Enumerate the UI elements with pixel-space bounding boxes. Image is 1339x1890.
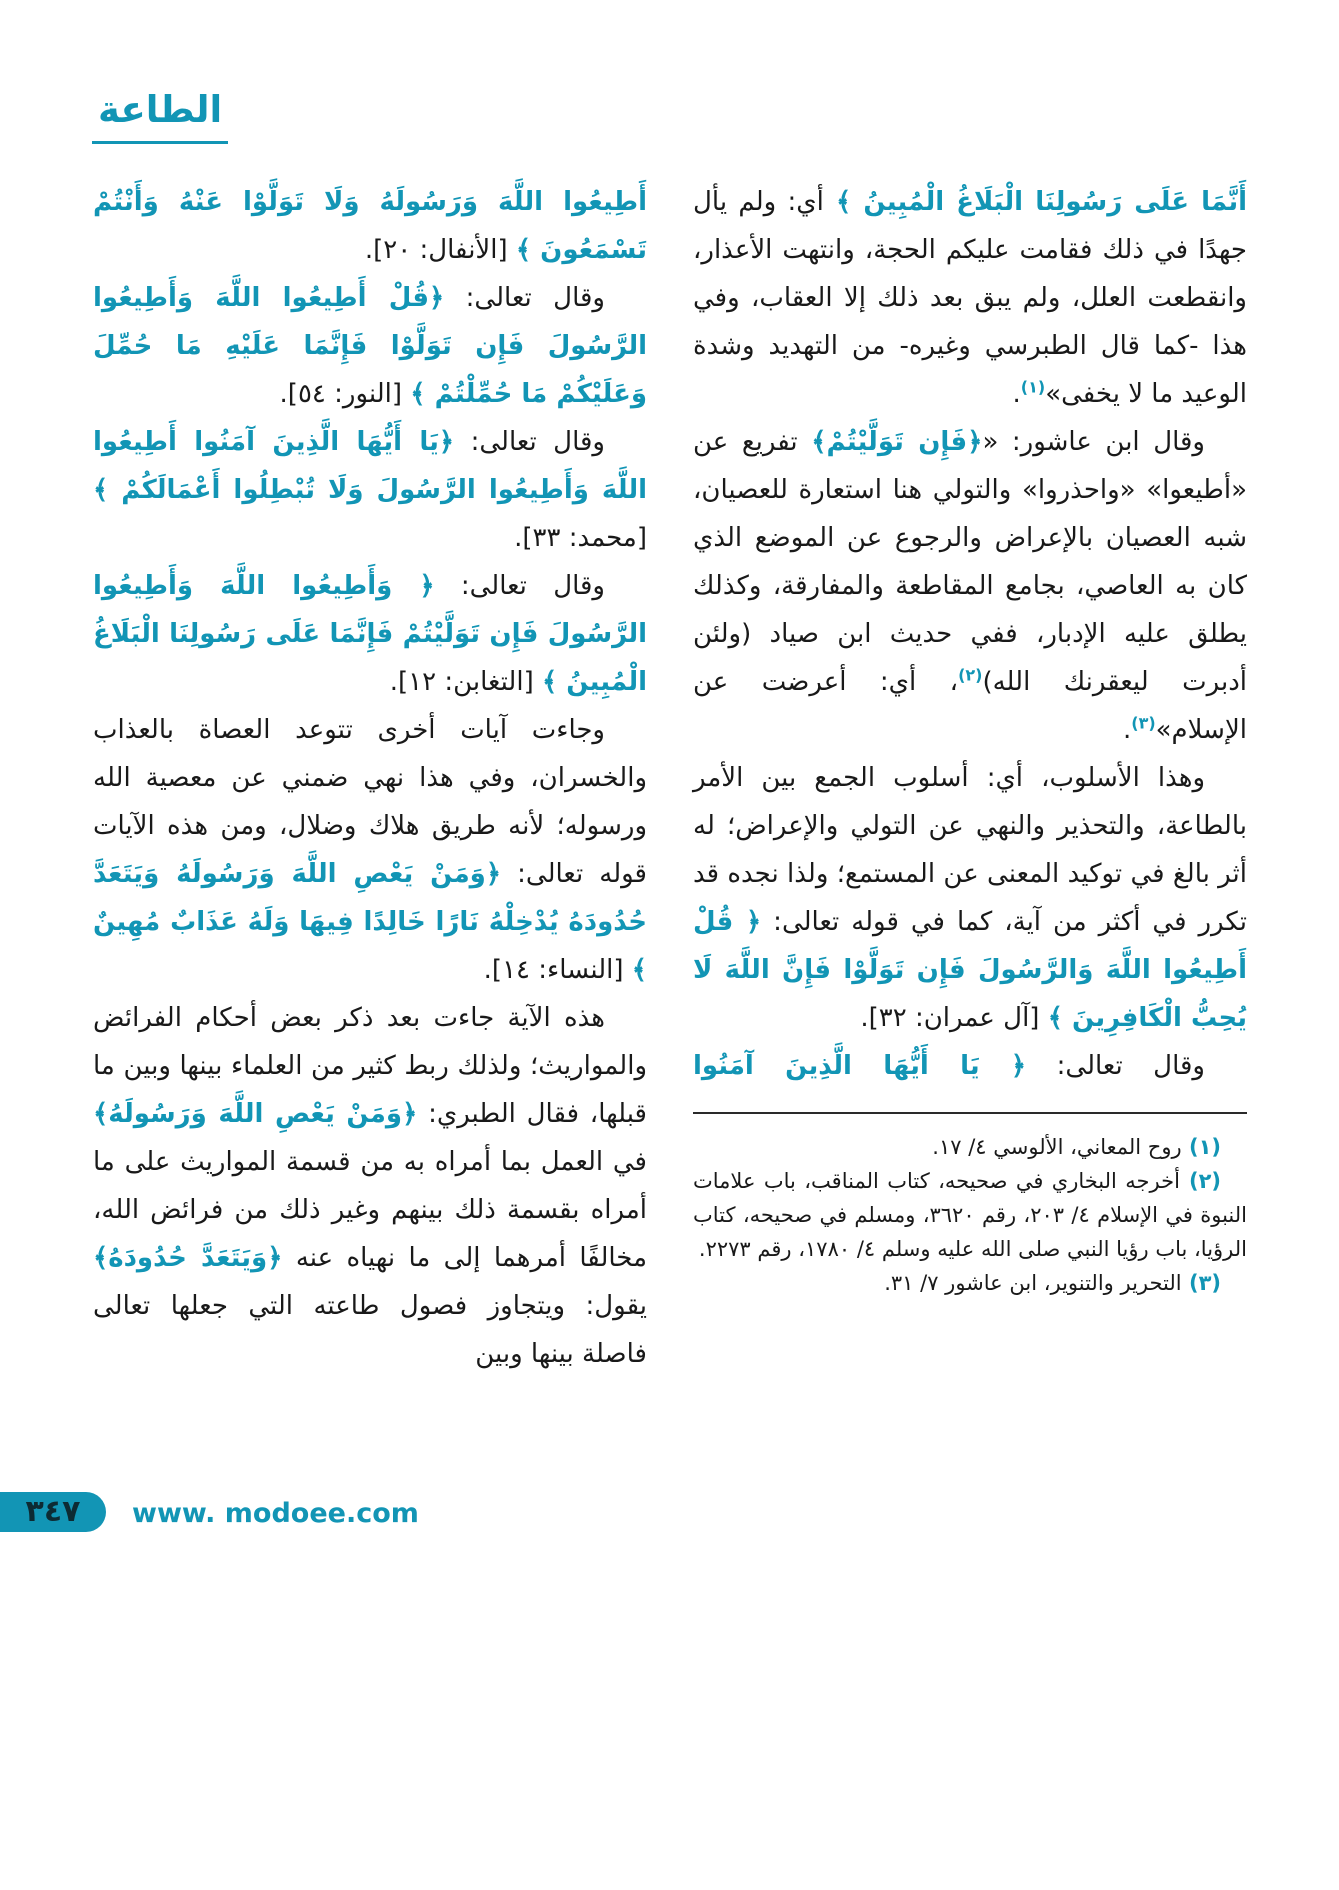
paragraph [93,178,647,274]
body-text: [الأنفال: ٢٠]. [364,235,516,265]
body-text: وقال تعالى: [444,283,605,313]
footnote [693,1266,1247,1300]
quran-verse: ﴿فَإِن تَوَلَّيْتُمْ﴾ [811,427,983,457]
footnote-divider [693,1112,1247,1114]
paragraph [93,274,647,418]
body-text: [النور: ٥٤]. [279,379,411,409]
paragraph [93,994,647,1378]
paragraph [693,754,1247,1042]
page-number-badge [0,1492,106,1532]
body-text: وجاءت آيات أخرى تتوعد العصاة بالعذاب والخسران، وفي هذا نهي ضمني عن معصية الله ورسوله؛ لأنه طريق هلاك وضلال، ومن هذه الآيات قوله تعالى: [93,715,647,889]
quran-verse: ﴿ قُلْ أَطِيعُوا اللَّهَ وَالرَّسُولَ فَإِن تَوَلَّوْا فَإِنَّ اللَّهَ لَا يُحِبُّ الْكَافِرِينَ ﴾ [693,907,1247,1033]
body-text: أي: ولم يأل جهدًا في ذلك فقامت عليكم الحجة، وانتهت الأعذار، وانقطعت العلل، ولم يبق بعد ذلك إلا العقاب، وفي هذا -كما قال الطبرسي وغيره- من التهديد وشدة الوعيد ما لا يخفى» [693,187,1247,409]
quran-verse: ﴿وَيَتَعَدَّ حُدُودَهُ﴾ [93,1243,283,1273]
body-text: [النساء: ١٤]. [483,955,632,985]
column-right-paragraphs [693,178,1247,1090]
footnote [693,1130,1247,1164]
footnote [693,1164,1247,1266]
footnote-marker: (١) [1181,1135,1221,1159]
footnote-marker: (٣) [1181,1271,1221,1295]
body-text: وقال تعالى: [434,571,605,601]
quran-verse: ﴿ وَأَطِيعُوا اللَّهَ وَأَطِيعُوا الرَّسُولَ فَإِن تَوَلَّيْتُمْ فَإِنَّمَا عَلَى رَسُولِنَا الْبَلَاغُ الْمُبِينُ ﴾ [93,571,647,697]
body-text: يقول: ويتجاوز فصول طاعته التي جعلها تعالى فاصلة بينها وبين [93,1291,647,1369]
body-text: في العمل بما أمراه به من قسمة المواريث على ما أمراه بقسمة ذلك بينهم وغير ذلك من فرائض الله، مخالفًا أمرهما إلى ما نهياه عنه [93,1147,647,1273]
quran-verse: ﴿قُلْ أَطِيعُوا اللَّهَ وَأَطِيعُوا الرَّسُولَ فَإِن تَوَلَّوْا فَإِنَّمَا عَلَيْهِ مَا حُمِّلَ وَعَلَيْكُمْ مَا حُمِّلْتُمْ ﴾ [93,283,647,409]
page-content [92,88,1247,1378]
page-header [92,88,1247,144]
body-text: هذه الآية جاءت بعد ذكر بعض أحكام الفرائض والمواريث؛ ولذلك ربط كثير من العلماء بينها وبين ما قبلها، فقال الطبري: [93,1003,647,1129]
quran-verse: ﴿وَمَنْ يَعْصِ اللَّهَ وَرَسُولَهُ وَيَتَعَدَّ حُدُودَهُ يُدْخِلْهُ نَارًا خَالِدًا فِيهَا وَلَهُ عَذَابٌ مُهِينٌ ﴾ [93,859,647,985]
column-right [693,178,1247,1378]
paragraph [693,1042,1247,1090]
paragraph [93,562,647,706]
column-left-paragraphs [93,178,647,1378]
quran-verse: أَنَّمَا عَلَى رَسُولِنَا الْبَلَاغُ الْمُبِينُ ﴾ [823,187,1247,217]
website-url: www. modoee.com [132,1498,419,1529]
quran-verse: ﴿وَمَنْ يَعْصِ اللَّهَ وَرَسُولَهُ﴾ [93,1099,418,1129]
body-text: [آل عمران: ٣٢]. [860,1003,1048,1033]
body-text: تفريع عن «أطيعوا» «واحذروا» والتولي هنا استعارة للعصيان، شبه العصيان بالإعراض والرجوع عن الموضع الذي كان به العاصي، بجامع المقاطعة والمفارقة، وكذلك يطلق عليه الإدبار، ففي حديث ابن صياد (ولئن أدبرت ليعقرنك الله) [693,427,1247,697]
footnote-ref: (٢) [958,665,983,685]
footnote-ref: (١) [1020,377,1046,397]
quran-verse: أَطِيعُوا اللَّهَ وَرَسُولَهُ وَلَا تَوَلَّوْا عَنْهُ وَأَنْتُمْ تَسْمَعُونَ ﴾ [93,187,647,265]
chapter-title: الطاعة [92,88,228,144]
text-columns [92,178,1247,1378]
column-left [93,178,647,1378]
body-text: وقال تعالى: [454,427,605,457]
paragraph [693,418,1247,754]
footnote-text: روح المعاني، الألوسي ٤/ ١٧. [932,1135,1182,1159]
page-number: ٣٤٧ [25,1494,81,1529]
footnotes [693,1130,1247,1300]
footnote-text: التحرير والتنوير، ابن عاشور ٧/ ٣١. [884,1271,1182,1295]
body-text: وقال تعالى: [1026,1051,1205,1081]
body-text: . [1012,379,1021,409]
body-text: . [1122,715,1132,745]
footnote-ref: (٣) [1131,713,1156,733]
footnote-marker: (٢) [1179,1169,1221,1193]
footnote-text: أخرجه البخاري في صحيحه، كتاب المناقب، باب علامات النبوة في الإسلام ٤/ ٢٠٣، رقم ٣٦٢٠، ومسلم في صحيحه، كتاب الرؤيا، باب رؤيا النبي صلى الله عليه وسلم ٤/ ١٧٨٠، رقم ٢٢٧٣. [693,1169,1247,1261]
paragraph [693,178,1247,418]
body-text: وقال ابن عاشور: « [982,427,1205,457]
body-text: [التغابن: ١٢]. [389,667,542,697]
quran-verse: ﴿يَا أَيُّهَا الَّذِينَ آمَنُوا أَطِيعُوا اللَّهَ وَأَطِيعُوا الرَّسُولَ وَلَا تُبْطِلُوا أَعْمَالَكُمْ ﴾ [93,427,647,505]
quran-verse: ﴿ يَا أَيُّهَا الَّذِينَ آمَنُوا [693,1051,1027,1081]
body-text: وهذا الأسلوب، أي: أسلوب الجمع بين الأمر بالطاعة، والتحذير والنهي عن التولي والإعراض؛ له أثر بالغ في توكيد المعنى عن المستمع؛ ولذا نجده قد تكرر في أكثر من آية، كما في قوله تعالى: [693,763,1247,937]
body-text: [محمد: ٣٣]. [514,523,647,553]
body-text: ، أي: أعرضت عن الإسلام» [693,667,1247,745]
paragraph [93,418,647,562]
paragraph [93,706,647,994]
